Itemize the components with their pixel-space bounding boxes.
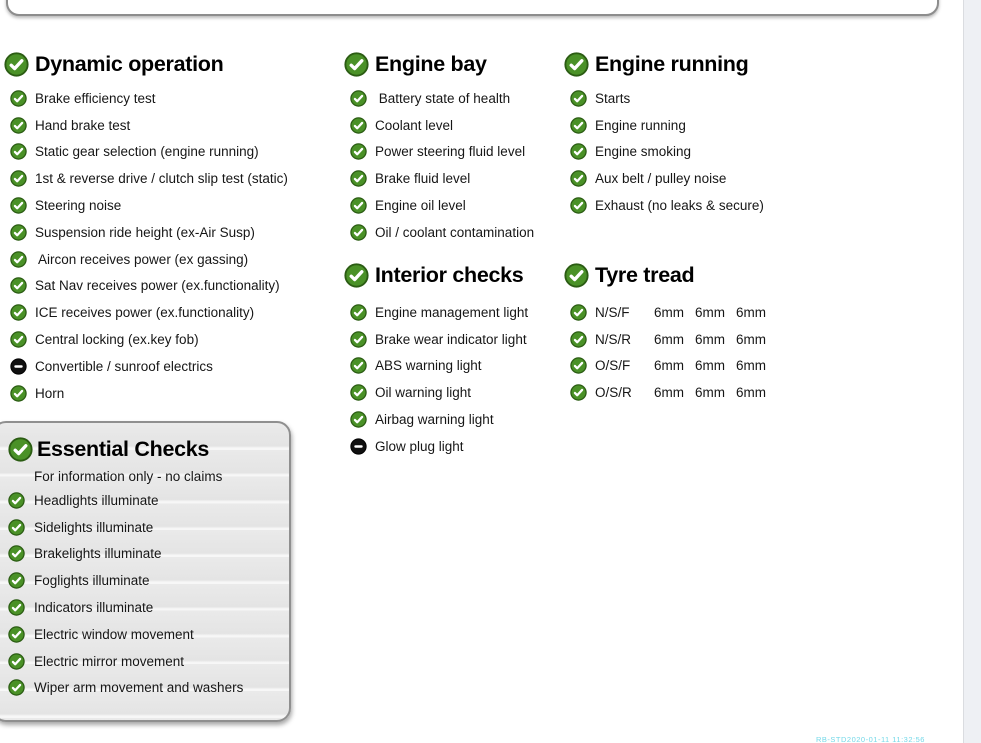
- check-icon: [570, 117, 587, 134]
- check-icon: [570, 90, 587, 107]
- item-label: Horn: [35, 385, 65, 401]
- check-icon: [350, 384, 367, 401]
- check-icon: [570, 357, 587, 374]
- check-icon: [10, 251, 27, 268]
- checklist-item: [8, 487, 289, 514]
- check-icon: [570, 143, 587, 160]
- minus-icon: [10, 358, 27, 375]
- section-header: [344, 46, 562, 82]
- checklist-item: [10, 192, 340, 219]
- checklist-item: [8, 621, 289, 648]
- item-label: Aircon receives power (ex gassing): [35, 251, 249, 267]
- checklist-item: [8, 648, 289, 675]
- check-icon: [350, 117, 367, 134]
- check-icon: [564, 52, 589, 77]
- checklist-item: [350, 406, 562, 433]
- item-label: Steering noise: [35, 198, 122, 214]
- item-label: Electric window movement: [34, 626, 194, 642]
- checklist-item: [10, 139, 340, 166]
- tread-depth-value: 6mm: [654, 385, 684, 401]
- section-header: [564, 257, 800, 293]
- item-label: Engine oil level: [375, 198, 466, 214]
- checklist-item: [350, 379, 562, 406]
- tread-depth-value: 6mm: [736, 385, 766, 401]
- essential-checks-note: For information only - no claims: [34, 468, 223, 484]
- checklist-item: [350, 139, 562, 166]
- check-icon: [350, 304, 367, 321]
- item-label: Brake wear indicator light: [375, 331, 527, 347]
- item-label: Engine management light: [375, 304, 529, 320]
- item-label: Static gear selection (engine running): [35, 144, 259, 160]
- check-icon: [570, 384, 587, 401]
- item-label: Headlights illuminate: [34, 492, 159, 508]
- minus-icon: [350, 438, 367, 455]
- check-icon: [350, 197, 367, 214]
- checklist-item: [10, 85, 340, 112]
- check-icon: [8, 519, 25, 536]
- checklist-item: [570, 139, 800, 166]
- section-title: Essential Checks: [37, 436, 210, 461]
- item-label: Convertible / sunroof electrics: [35, 358, 213, 374]
- check-icon: [10, 304, 27, 321]
- check-icon: [570, 304, 587, 321]
- item-label: Exhaust (no leaks & secure): [595, 198, 764, 214]
- check-icon: [10, 143, 27, 160]
- item-label: Engine smoking: [595, 144, 692, 160]
- top-panel-bottom-edge: [6, 0, 939, 16]
- item-label: Brake efficiency test: [35, 90, 156, 106]
- checklist-items: [344, 85, 562, 246]
- checklist-item: [10, 219, 340, 246]
- check-icon: [10, 117, 27, 134]
- checklist-item: [10, 299, 340, 326]
- checklist-items: [4, 85, 340, 407]
- check-icon: [8, 492, 25, 509]
- tread-depth-value: 6mm: [736, 331, 766, 347]
- item-label: Aux belt / pulley noise: [595, 171, 727, 187]
- checklist-item: [10, 380, 340, 407]
- item-label: ABS warning light: [375, 358, 482, 374]
- item-label: Sat Nav receives power (ex.functionality): [35, 278, 280, 294]
- item-label: Airbag warning light: [375, 412, 494, 428]
- section-essential-checks: [0, 421, 291, 722]
- check-icon: [10, 385, 27, 402]
- tyre-tread-rows: [564, 299, 800, 406]
- tread-depth-value: 6mm: [695, 385, 725, 401]
- item-label: Sidelights illuminate: [34, 519, 154, 535]
- check-icon: [8, 599, 25, 616]
- checklist-item: [8, 541, 289, 568]
- item-label: 1st & reverse drive / clutch slip test (static): [35, 171, 288, 187]
- section-engine-running: [564, 46, 800, 219]
- check-icon: [8, 626, 25, 643]
- check-icon: [570, 197, 587, 214]
- checklist-item: [570, 165, 800, 192]
- section-header: [564, 46, 800, 82]
- timestamp-watermark: RB-STD2020-01-11 11:32:56: [816, 735, 925, 743]
- check-icon: [8, 572, 25, 589]
- check-icon: [350, 224, 367, 241]
- checklist-item: [350, 433, 562, 460]
- item-label: Wiper arm movement and washers: [34, 680, 244, 696]
- item-label: O/S/R: [595, 385, 632, 401]
- item-label: O/S/F: [595, 358, 631, 374]
- section-tyre-tread: [564, 257, 800, 406]
- checklist-items: [344, 299, 562, 460]
- checklist-item: [350, 326, 562, 353]
- item-label: Power steering fluid level: [375, 144, 526, 160]
- item-label: N/S/R: [595, 331, 632, 347]
- item-label: Oil warning light: [375, 385, 472, 401]
- checklist-item: [10, 165, 340, 192]
- checklist-item: [350, 299, 562, 326]
- checklist-item: [350, 165, 562, 192]
- checklist-item: [350, 112, 562, 139]
- checklist-item: [10, 273, 340, 300]
- section-dynamic-operation: [4, 46, 340, 407]
- check-icon: [570, 170, 587, 187]
- check-icon: [10, 197, 27, 214]
- check-icon: [8, 679, 25, 696]
- check-icon: [10, 277, 27, 294]
- checklist-items: [564, 85, 800, 219]
- section-header: [8, 433, 289, 465]
- checklist-item: [8, 594, 289, 621]
- item-label: Glow plug light: [375, 438, 464, 454]
- section-header: [4, 46, 340, 82]
- section-title: Interior checks: [375, 262, 524, 287]
- item-label: Electric mirror movement: [34, 653, 185, 669]
- check-icon: [10, 224, 27, 241]
- check-icon: [350, 170, 367, 187]
- item-label: Suspension ride height (ex-Air Susp): [35, 224, 255, 240]
- check-icon: [8, 545, 25, 562]
- check-icon: [10, 170, 27, 187]
- checklist-item: [350, 192, 562, 219]
- checklist-item: [10, 112, 340, 139]
- tread-depth-value: 6mm: [654, 331, 684, 347]
- check-icon: [344, 52, 369, 77]
- tyre-row: [570, 326, 800, 353]
- item-label: Brakelights illuminate: [34, 546, 162, 562]
- tyre-row: [570, 299, 800, 326]
- tread-depth-value: 6mm: [695, 331, 725, 347]
- check-icon: [350, 143, 367, 160]
- checklist-item: [10, 326, 340, 353]
- section-engine-bay: [344, 46, 562, 246]
- item-label: Brake fluid level: [375, 171, 471, 187]
- checklist-items: [8, 487, 289, 701]
- check-icon: [350, 331, 367, 348]
- check-icon: [8, 653, 25, 670]
- section-interior-checks: [344, 257, 562, 460]
- tread-depth-value: 6mm: [736, 358, 766, 374]
- item-label: Indicators illuminate: [34, 600, 154, 616]
- check-icon: [350, 411, 367, 428]
- checklist-item: [10, 353, 340, 380]
- checklist-item: [8, 675, 289, 702]
- check-icon: [350, 357, 367, 374]
- check-icon: [10, 90, 27, 107]
- page-edge-strip: [963, 0, 981, 743]
- tyre-row: [570, 353, 800, 380]
- check-icon: [344, 263, 369, 288]
- item-label: N/S/F: [595, 304, 630, 320]
- item-label: Hand brake test: [35, 117, 131, 133]
- checklist-item: [570, 112, 800, 139]
- item-label: Central locking (ex.key fob): [35, 332, 199, 348]
- checklist-item: [570, 192, 800, 219]
- checklist-item: [10, 246, 340, 273]
- check-icon: [564, 263, 589, 288]
- section-title: Dynamic operation: [35, 51, 224, 76]
- tread-depth-value: 6mm: [654, 304, 684, 320]
- checklist-item: [8, 567, 289, 594]
- item-label: Coolant level: [375, 117, 454, 133]
- section-title: Engine bay: [375, 51, 487, 76]
- check-icon: [350, 90, 367, 107]
- tread-depth-value: 6mm: [695, 304, 725, 320]
- checklist-item: [350, 85, 562, 112]
- check-icon: [8, 437, 33, 462]
- item-label: Engine running: [595, 117, 686, 133]
- checklist-item: [8, 514, 289, 541]
- tread-depth-value: 6mm: [654, 358, 684, 374]
- checklist-item: [570, 85, 800, 112]
- check-icon: [10, 331, 27, 348]
- item-label: Starts: [595, 90, 631, 106]
- check-icon: [4, 52, 29, 77]
- tread-depth-value: 6mm: [736, 304, 766, 320]
- check-icon: [570, 331, 587, 348]
- checklist-item: [350, 353, 562, 380]
- tread-depth-value: 6mm: [695, 358, 725, 374]
- section-title: Tyre tread: [595, 262, 695, 287]
- checklist-item: [350, 219, 562, 246]
- section-header: [344, 257, 562, 293]
- tyre-row: [570, 379, 800, 406]
- item-label: ICE receives power (ex.functionality): [35, 305, 255, 321]
- item-label: Foglights illuminate: [34, 573, 150, 589]
- item-label: Oil / coolant contamination: [375, 224, 535, 240]
- section-title: Engine running: [595, 51, 749, 76]
- item-label: Battery state of health: [375, 90, 511, 106]
